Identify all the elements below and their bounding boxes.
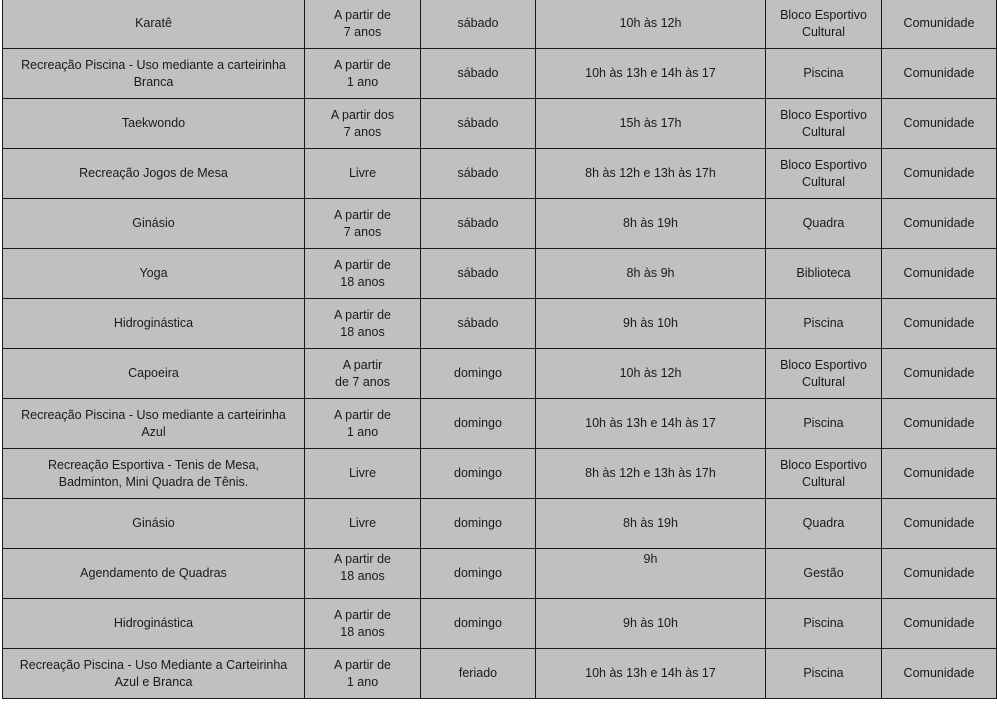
day-cell: sábado (421, 199, 536, 249)
time-cell: 9h às 10h (536, 299, 766, 349)
table-row (3, 49, 997, 99)
place-cell: Bloco Esportivo Cultural (766, 0, 882, 49)
age-cell: A partir de 18 anos (305, 549, 421, 599)
table-row (3, 399, 997, 449)
age-cell: A partir de 7 anos (305, 349, 421, 399)
activity-cell: Karatê (3, 0, 305, 49)
schedule-container (2, 0, 997, 699)
place-cell: Biblioteca (766, 249, 882, 299)
table-row (3, 99, 997, 149)
place-cell: Piscina (766, 599, 882, 649)
audience-cell: Comunidade (882, 0, 997, 49)
day-cell: feriado (421, 649, 536, 699)
age-cell: A partir de 18 anos (305, 299, 421, 349)
age-cell: Livre (305, 449, 421, 499)
age-cell: A partir de 1 ano (305, 49, 421, 99)
table-row (3, 549, 997, 599)
activity-cell: Capoeira (3, 349, 305, 399)
time-cell: 10h às 12h (536, 349, 766, 399)
activity-cell: Taekwondo (3, 99, 305, 149)
place-cell: Quadra (766, 499, 882, 549)
time-cell: 10h às 13h e 14h às 17 (536, 399, 766, 449)
time-cell: 8h às 19h (536, 199, 766, 249)
time-cell: 15h às 17h (536, 99, 766, 149)
audience-cell: Comunidade (882, 249, 997, 299)
day-cell: domingo (421, 599, 536, 649)
day-cell: domingo (421, 449, 536, 499)
table-row (3, 349, 997, 399)
time-cell: 10h às 13h e 14h às 17 (536, 49, 766, 99)
age-cell: A partir de 1 ano (305, 649, 421, 699)
day-cell: domingo (421, 499, 536, 549)
audience-cell: Comunidade (882, 299, 997, 349)
place-cell: Piscina (766, 299, 882, 349)
audience-cell: Comunidade (882, 149, 997, 199)
table-row (3, 449, 997, 499)
schedule-table-body (3, 0, 997, 699)
table-row (3, 199, 997, 249)
audience-cell: Comunidade (882, 449, 997, 499)
audience-cell: Comunidade (882, 499, 997, 549)
day-cell: sábado (421, 149, 536, 199)
time-cell: 9h às 10h (536, 599, 766, 649)
day-cell: domingo (421, 399, 536, 449)
audience-cell: Comunidade (882, 99, 997, 149)
day-cell: sábado (421, 49, 536, 99)
time-cell: 8h às 9h (536, 249, 766, 299)
audience-cell: Comunidade (882, 349, 997, 399)
activity-cell: Hidroginástica (3, 299, 305, 349)
audience-cell: Comunidade (882, 649, 997, 699)
table-row (3, 499, 997, 549)
age-cell: Livre (305, 499, 421, 549)
time-cell: 9h (536, 549, 766, 599)
age-cell: A partir de 7 anos (305, 0, 421, 49)
audience-cell: Comunidade (882, 599, 997, 649)
time-cell: 10h às 12h (536, 0, 766, 49)
audience-cell: Comunidade (882, 49, 997, 99)
age-cell: A partir de 18 anos (305, 599, 421, 649)
audience-cell: Comunidade (882, 549, 997, 599)
audience-cell: Comunidade (882, 199, 997, 249)
time-cell: 8h às 12h e 13h às 17h (536, 149, 766, 199)
activity-cell: Recreação Piscina - Uso Mediante a Carteirinha Azul e Branca (3, 649, 305, 699)
table-row (3, 599, 997, 649)
day-cell: sábado (421, 99, 536, 149)
age-cell: A partir dos 7 anos (305, 99, 421, 149)
audience-cell: Comunidade (882, 399, 997, 449)
activity-cell: Ginásio (3, 199, 305, 249)
place-cell: Piscina (766, 49, 882, 99)
age-cell: A partir de 1 ano (305, 399, 421, 449)
activity-cell: Hidroginástica (3, 599, 305, 649)
table-row (3, 299, 997, 349)
place-cell: Quadra (766, 199, 882, 249)
activity-cell: Recreação Piscina - Uso mediante a carteirinha Branca (3, 49, 305, 99)
activity-cell: Recreação Jogos de Mesa (3, 149, 305, 199)
activity-cell: Recreação Piscina - Uso mediante a carteirinha Azul (3, 399, 305, 449)
time-cell: 8h às 12h e 13h às 17h (536, 449, 766, 499)
activity-cell: Recreação Esportiva - Tenis de Mesa, Badminton, Mini Quadra de Tênis. (3, 449, 305, 499)
activity-cell: Agendamento de Quadras (3, 549, 305, 599)
activity-cell: Yoga (3, 249, 305, 299)
place-cell: Gestão (766, 549, 882, 599)
day-cell: sábado (421, 0, 536, 49)
schedule-table (2, 0, 997, 699)
place-cell: Piscina (766, 399, 882, 449)
place-cell: Bloco Esportivo Cultural (766, 99, 882, 149)
table-row (3, 249, 997, 299)
day-cell: sábado (421, 249, 536, 299)
table-row (3, 649, 997, 699)
time-cell: 10h às 13h e 14h às 17 (536, 649, 766, 699)
age-cell: A partir de 7 anos (305, 199, 421, 249)
place-cell: Piscina (766, 649, 882, 699)
table-row (3, 0, 997, 49)
day-cell: sábado (421, 299, 536, 349)
day-cell: domingo (421, 549, 536, 599)
age-cell: A partir de 18 anos (305, 249, 421, 299)
place-cell: Bloco Esportivo Cultural (766, 149, 882, 199)
activity-cell: Ginásio (3, 499, 305, 549)
place-cell: Bloco Esportivo Cultural (766, 349, 882, 399)
table-row (3, 149, 997, 199)
day-cell: domingo (421, 349, 536, 399)
time-cell: 8h às 19h (536, 499, 766, 549)
age-cell: Livre (305, 149, 421, 199)
place-cell: Bloco Esportivo Cultural (766, 449, 882, 499)
